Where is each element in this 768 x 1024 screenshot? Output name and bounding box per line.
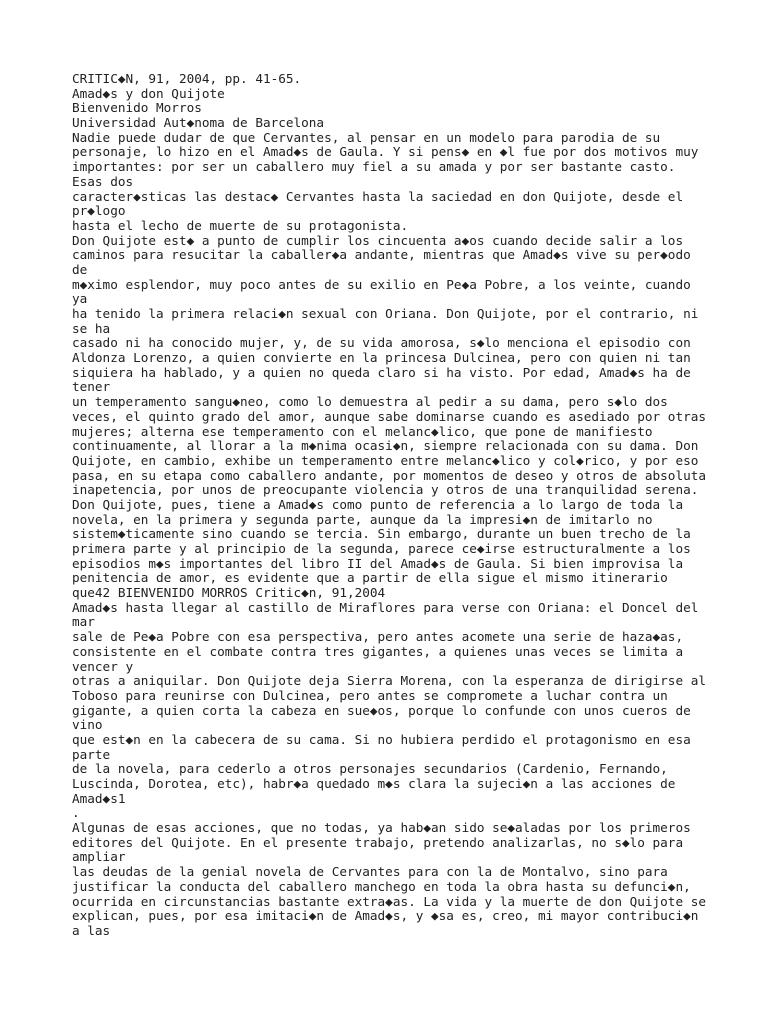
text-line: Amad◆s hasta llegar al castillo de Miraflores para verse con Oriana: el Doncel del (72, 599, 699, 615)
text-line: sale de Pe◆a Pobre con esa perspectiva, pero antes acomete una serie de haza◆as, (72, 629, 684, 645)
text-line: importantes: por ser un caballero muy fiel a su amada y por ser bastante casto. (72, 159, 676, 175)
text-line: de (72, 261, 88, 277)
text-line: caracter◆sticas las destac◆ Cervantes hasta la saciedad en don Quijote, desde el (72, 188, 684, 204)
text-line: consistente en el combate contra tres gigantes, a quienes unas veces se limita a (72, 643, 684, 659)
text-line: Bienvenido Morros (72, 100, 202, 116)
text-line: mar (72, 614, 95, 630)
text-line: un temperamento sangu◆neo, como lo demuestra al pedir a su dama, pero s◆lo dos (72, 394, 668, 410)
text-line: las deudas de la genial novela de Cervantes para con la de Montalvo, sino para (72, 864, 668, 880)
text-line (72, 939, 712, 954)
text-line: Universidad Aut◆noma de Barcelona (72, 115, 325, 131)
text-line: gigante, a quien corta la cabeza en sue◆os, porque lo confunde con unos cueros de (72, 702, 691, 718)
text-line: primera parte y al principio de la segunda, parece ce◆irse estructuralmente a los (72, 541, 691, 556)
text-line: editores del Quijote. En el presente trabajo, pretendo analizarlas, no s◆lo para (72, 834, 684, 850)
text-line: otras a aniquilar. Don Quijote deja Sierra Morena, con la esperanza de dirigirse al (72, 673, 706, 689)
text-line: personaje, lo hizo en el Amad◆s de Gaula. Y si pens◆ en ◆l fue por dos motivos muy (72, 144, 699, 160)
text-line: casado ni ha conocido mujer, y, de su vida amorosa, s◆lo menciona el episodio con (72, 335, 691, 351)
text-line: explican, pues, por esa imitaci◆n de Amad◆s, y ◆sa es, creo, mi mayor contribuci◆n (72, 908, 699, 924)
text-line: parte (72, 746, 111, 762)
text-line: CRITIC◆N, 91, 2004, pp. 41-65. (72, 71, 302, 86)
text-line: vino (72, 717, 103, 733)
text-line: Esas dos (72, 173, 134, 189)
text-line: se ha (72, 320, 111, 336)
text-line: Don Quijote, pues, tiene a Amad◆s como punto de referencia a lo largo de toda la (72, 496, 684, 512)
text-line: Algunas de esas acciones, que no todas, ya hab◆an sido se◆aladas por los primeros (72, 820, 691, 836)
text-line: pr◆logo (72, 203, 126, 219)
document-page (72, 72, 712, 953)
text-line: de la novela, para cederlo a otros personajes secundarios (Cardenio, Fernando, (72, 761, 668, 777)
text-line: tener (72, 379, 111, 395)
text-line: Nadie puede dudar de que Cervantes, al pensar en un modelo para parodia de su (72, 129, 661, 145)
text-line: Amad◆s y don Quijote (72, 85, 225, 101)
text-line: novela, en la primera y segunda parte, aunque da la impresi◆n de imitarlo no (72, 511, 653, 527)
running-header: que42 BIENVENIDO MORROS Critic◆n, 91,2004 (72, 585, 386, 601)
text-line: Toboso para reunirse con Dulcinea, pero antes se compromete a luchar contra un (72, 687, 668, 703)
text-line: ya (72, 291, 88, 307)
text-line: vencer y (72, 658, 134, 674)
text-line: sistem◆ticamente sino cuando se tercia. Sin embargo, durante un buen trecho de la (72, 526, 691, 542)
text-line: que est◆n en la cabecera de su cama. Si no hubiera perdido el protagonismo en esa (72, 731, 691, 747)
footnote-marker-line: . (72, 805, 80, 821)
text-line: Amad◆s1 (72, 790, 126, 806)
text-line: Luscinda, Dorotea, etc), habr◆a quedado m◆s clara la sujeci◆n a las acciones de (72, 776, 676, 791)
text-line: ampliar (72, 849, 126, 865)
text-line: penitencia de amor, es evidente que a partir de ella sigue el mismo itinerario (72, 570, 668, 586)
text-line: pasa, en su etapa como caballero andante, por momentos de deseo y otros de absoluta (72, 467, 706, 483)
text-line: caminos para resucitar la caballer◆a andante, mientras que Amad◆s vive su per◆odo (72, 247, 691, 263)
text-line: continuamente, al llorar a la m◆nima ocasi◆n, siempre relacionada con su dama. Don (72, 438, 699, 454)
text-line: Don Quijote est◆ a punto de cumplir los cincuenta a◆os cuando decide salir a los (72, 232, 684, 248)
text-line: veces, el quinto grado del amor, aunque sabe dominarse cuando es asediado por otras (72, 408, 706, 424)
text-line: Aldonza Lorenzo, a quien convierte en la princesa Dulcinea, pero con quien ni tan (72, 350, 691, 366)
text-line: a las (72, 922, 111, 938)
text-line: inapetencia, por unos de preocupante violencia y otros de una tranquilidad serena. (72, 482, 699, 498)
text-line: hasta el lecho de muerte de su protagonista. (72, 217, 409, 233)
text-line: ha tenido la primera relaci◆n sexual con Oriana. Don Quijote, por el contrario, ni (72, 306, 699, 321)
text-line: Quijote, en cambio, exhibe un temperamento entre melanc◆lico y col◆rico, y por eso (72, 452, 699, 468)
text-line: justificar la conducta del caballero manchego en toda la obra hasta su defunci◆n, (72, 878, 691, 894)
text-line: siquiera ha hablado, y a quien no queda claro si ha visto. Por edad, Amad◆s ha de (72, 364, 691, 380)
text-line: episodios m◆s importantes del libro II del Amad◆s de Gaula. Si bien improvisa la (72, 555, 684, 571)
text-line: m◆ximo esplendor, muy poco antes de su exilio en Pe◆a Pobre, a los veinte, cuando (72, 276, 691, 292)
text-line: ocurrida en circunstancias bastante extra◆as. La vida y la muerte de don Quijote se (72, 893, 706, 909)
text-line: mujeres; alterna ese temperamento con el melanc◆lico, que pone de manifiesto (72, 423, 653, 439)
